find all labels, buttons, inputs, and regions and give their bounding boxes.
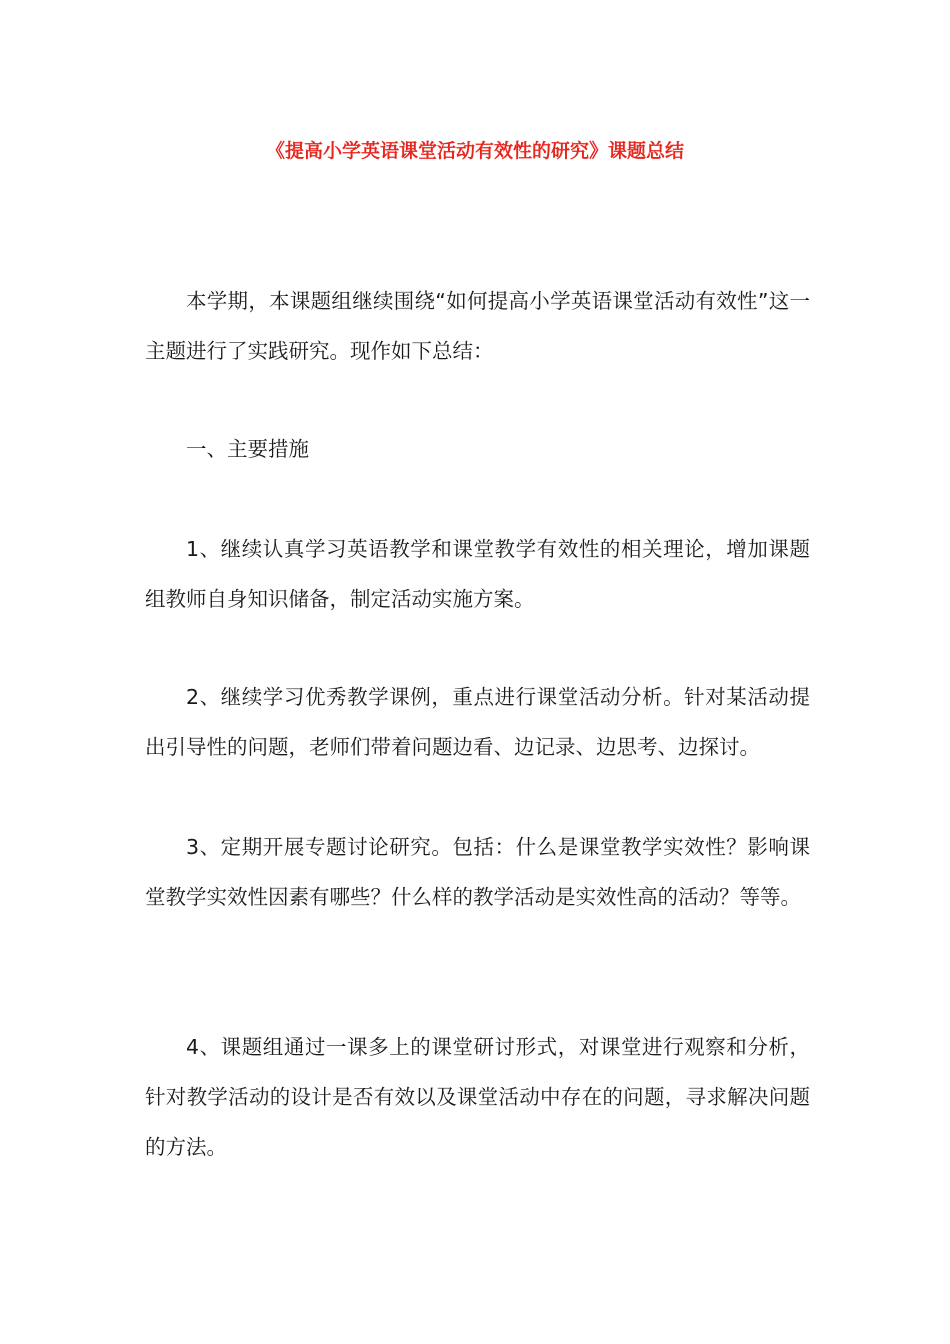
section-heading: 一、主要措施 [186,437,309,461]
intro-paragraph: 本学期，本课题组继续围绕“如何提高小学英语课堂活动有效性”这一主题进行了实践研究。现作如下总结： [145,289,810,363]
measure-item-1: 1、继续认真学习英语教学和课堂教学有效性的相关理论，增加课题组教师自身知识储备，制定活动实施方案。 [145,537,810,611]
measure-item-2: 2、继续学习优秀教学课例，重点进行课堂活动分析。针对某活动提出引导性的问题，老师们带着问题边看、边记录、边思考、边探讨。 [145,685,810,759]
measure-item-3: 3、定期开展专题讨论研究。包括：什么是课堂教学实效性？影响课堂教学实效性因素有哪些？什么样的教学活动是实效性高的活动？等等。 [145,835,810,909]
measure-item-4: 4、课题组通过一课多上的课堂研讨形式，对课堂进行观察和分析，针对教学活动的设计是否有效以及课堂活动中存在的问题，寻求解决问题的方法。 [145,1035,810,1159]
document-title: 《提高小学英语课堂活动有效性的研究》课题总结 [265,140,684,162]
